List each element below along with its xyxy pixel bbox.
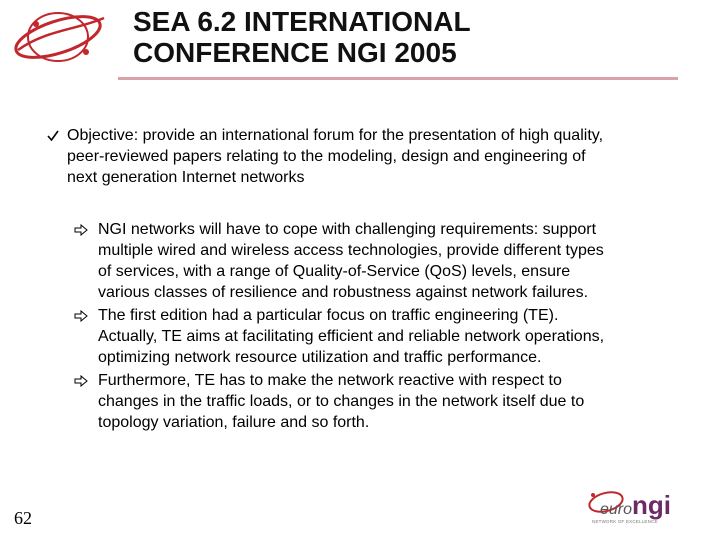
sub-bullet-line: various classes of resilience and robustness against network failures.: [98, 284, 589, 301]
sub-bullet-line: of services, with a range of Quality-of-Service (QoS) levels, ensure: [98, 263, 571, 280]
logo-wordmark: [600, 490, 671, 521]
sub-bullet-line: optimizing network resource utilization and traffic performance.: [98, 349, 542, 366]
sub-bullet-line: The first edition had a particular focus on traffic engineering (TE).: [98, 307, 559, 324]
logo-prefix: euro: [600, 501, 633, 518]
sub-bullet-line: Furthermore, TE has to make the network reactive with respect to: [98, 372, 562, 389]
logo-name: ngi: [632, 490, 672, 520]
title-line-1: SEA 6.2 INTERNATIONAL: [133, 6, 471, 37]
objective-bullet: [46, 125, 686, 188]
sub-bullet-line: Actually, TE aims at facilitating efficient and reliable network operations,: [98, 328, 605, 345]
sub-bullet-text: [98, 305, 694, 368]
hollow-arrow-icon: [74, 219, 92, 242]
slide-title: [133, 6, 471, 68]
sub-bullet-list: [74, 219, 694, 435]
slide-number: 62: [14, 508, 32, 528]
sub-bullet-line: multiple wired and wireless access technologies, provide different types: [98, 242, 604, 259]
euro-ngi-logo: [584, 486, 688, 528]
objective-text: [67, 125, 686, 188]
sub-bullet-line: topology variation, failure and so forth.: [98, 414, 370, 431]
sub-bullet-item: [74, 305, 694, 368]
sub-bullet-item: [74, 219, 694, 303]
sub-bullet-item: [74, 370, 694, 433]
sub-bullet-line: NGI networks will have to cope with challenging requirements: support: [98, 221, 597, 238]
checkmark-icon: [46, 125, 64, 149]
sub-bullet-text: [98, 219, 694, 303]
sub-bullet-line: changes in the traffic loads, or to changes in the network itself due to: [98, 393, 585, 410]
euro-ngi-emblem-icon: [6, 4, 112, 70]
hollow-arrow-icon: [74, 370, 92, 393]
hollow-arrow-icon: [74, 305, 92, 328]
title-line-2: CONFERENCE NGI 2005: [133, 37, 457, 68]
logo-tagline: NETWORK OF EXCELLENCE: [592, 519, 658, 524]
objective-line: Objective: provide an international forum for the presentation of high quality,: [67, 127, 604, 144]
sub-bullet-text: [98, 370, 694, 433]
title-divider: [118, 77, 678, 80]
objective-line: next generation Internet networks: [67, 169, 305, 186]
objective-line: peer-reviewed papers relating to the modeling, design and engineering of: [67, 148, 586, 165]
